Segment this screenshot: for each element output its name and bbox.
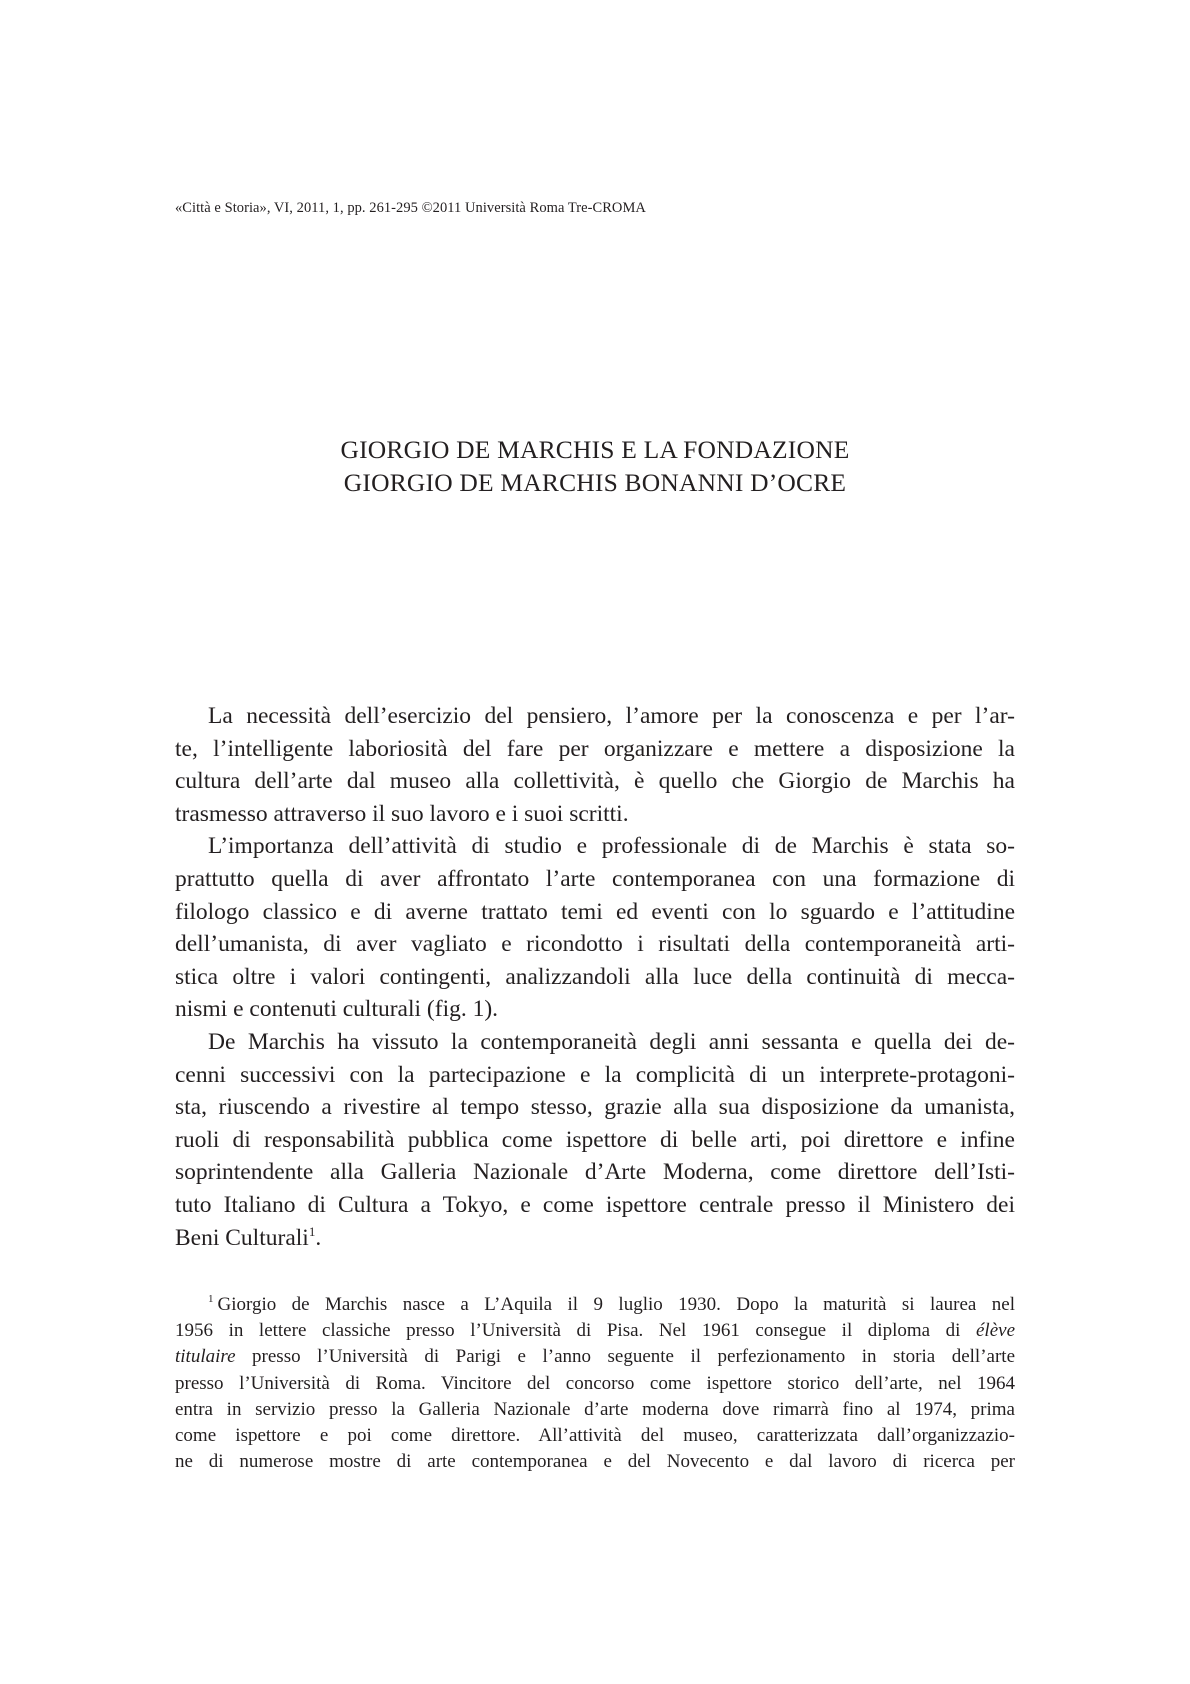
text-line: dell’umanista, di aver vagliato e ricondotto i risultati della contemporaneità arti- bbox=[175, 931, 1015, 958]
text-fragment: . bbox=[315, 1224, 322, 1251]
title-line-2: GIORGIO DE MARCHIS BONANNI D’OCRE bbox=[343, 468, 847, 497]
text-line: ruoli di responsabilità pubblica come ispettore di belle arti, poi direttore e infine bbox=[175, 1126, 1015, 1153]
text-line: La necessità dell’esercizio del pensiero, l’amore per la conoscenza e per l’ar- bbox=[208, 703, 1015, 729]
text-line: De Marchis ha vissuto la contemporaneità degli anni sessanta e quella dei de- bbox=[208, 1028, 1015, 1055]
text-line: stica oltre i valori contingenti, analizzandoli alla luce della continuità di mecca- bbox=[175, 963, 1015, 990]
paragraph-3 bbox=[175, 1026, 1015, 1254]
footnote-line: entra in servizio presso la Galleria Nazionale d’arte moderna dove rimarrà fino al 1974, prima bbox=[175, 1398, 1015, 1420]
footnote-1 bbox=[175, 1292, 1015, 1475]
text-line: prattutto quella di aver affrontato l’arte contemporanea con una formazione di bbox=[175, 865, 1015, 892]
italic-term: élève bbox=[975, 1320, 1015, 1342]
text-line: tuto Italiano di Cultura a Tokyo, e come ispettore centrale presso il Ministero dei bbox=[175, 1191, 1015, 1218]
text-line: filologo classico e di averne trattato temi ed eventi con lo sguardo e l’attitudine bbox=[175, 898, 1015, 925]
text-line: L’importanza dell’attività di studio e professionale di de Marchis è stata so- bbox=[208, 833, 1015, 860]
text-line: sta, riuscendo a rivestire al tempo stesso, grazie alla sua disposizione da umanista, bbox=[175, 1094, 1015, 1121]
article-body bbox=[175, 700, 1015, 1254]
text-fragment: Giorgio de Marchis nasce a L’Aquila il 9 luglio 1930. Dopo la maturità si laurea nel bbox=[217, 1294, 1015, 1315]
text-line bbox=[175, 1222, 1015, 1255]
text-line: nismi e contenuti culturali (fig. 1). bbox=[175, 996, 499, 1023]
text-line: cultura dell’arte dal museo alla collettività, è quello che Giorgio de Marchis ha bbox=[175, 768, 1015, 795]
footnote-line bbox=[175, 1292, 1015, 1318]
text-line: trasmesso attraverso il suo lavoro e i suoi scritti. bbox=[175, 800, 629, 827]
footnote-line: presso l’Università di Roma. Vincitore del concorso come ispettore storico dell’arte, nel 1964 bbox=[175, 1372, 1015, 1394]
paragraph-2 bbox=[175, 830, 1015, 1026]
italic-term: titulaire bbox=[175, 1346, 236, 1368]
footnotes bbox=[175, 1292, 1015, 1475]
title-line-1: GIORGIO DE MARCHIS E LA FONDAZIONE bbox=[340, 435, 850, 464]
footnote-reference[interactable]: 1 bbox=[308, 1223, 316, 1239]
footnote-line: come ispettore e poi come direttore. All’attività del museo, caratterizzata dall’organizzazio- bbox=[175, 1425, 1015, 1447]
text-fragment: 1956 in lettere classiche presso l’Università di Pisa. Nel 1961 consegue il diploma di bbox=[175, 1320, 976, 1342]
text-line: cenni successivi con la partecipazione e la complicità di un interprete-protagoni- bbox=[175, 1061, 1015, 1088]
text-fragment: presso l’Università di Parigi e l’anno seguente il perfezionamento in storia dell’arte bbox=[235, 1346, 1015, 1368]
text-line: te, l’intelligente laboriosità del fare per organizzare e mettere a disposizione la bbox=[175, 735, 1015, 762]
running-head-citation: «Città e Storia», VI, 2011, 1, pp. 261-295 ©2011 Università Roma Tre-CROMA bbox=[175, 200, 646, 216]
text-line: soprintendente alla Galleria Nazionale d’Arte Moderna, come direttore dell’Isti- bbox=[175, 1159, 1015, 1186]
text-fragment: Beni Culturali bbox=[175, 1224, 309, 1251]
paragraph-1 bbox=[175, 700, 1015, 830]
article-title bbox=[175, 433, 1015, 499]
footnote-number: 1 bbox=[208, 1293, 214, 1305]
footnote-line: ne di numerose mostre di arte contemporanea e del Novecento e dal lavoro di ricerca per bbox=[175, 1451, 1015, 1473]
footnote-line bbox=[175, 1318, 1015, 1344]
footnote-line bbox=[175, 1344, 1015, 1370]
